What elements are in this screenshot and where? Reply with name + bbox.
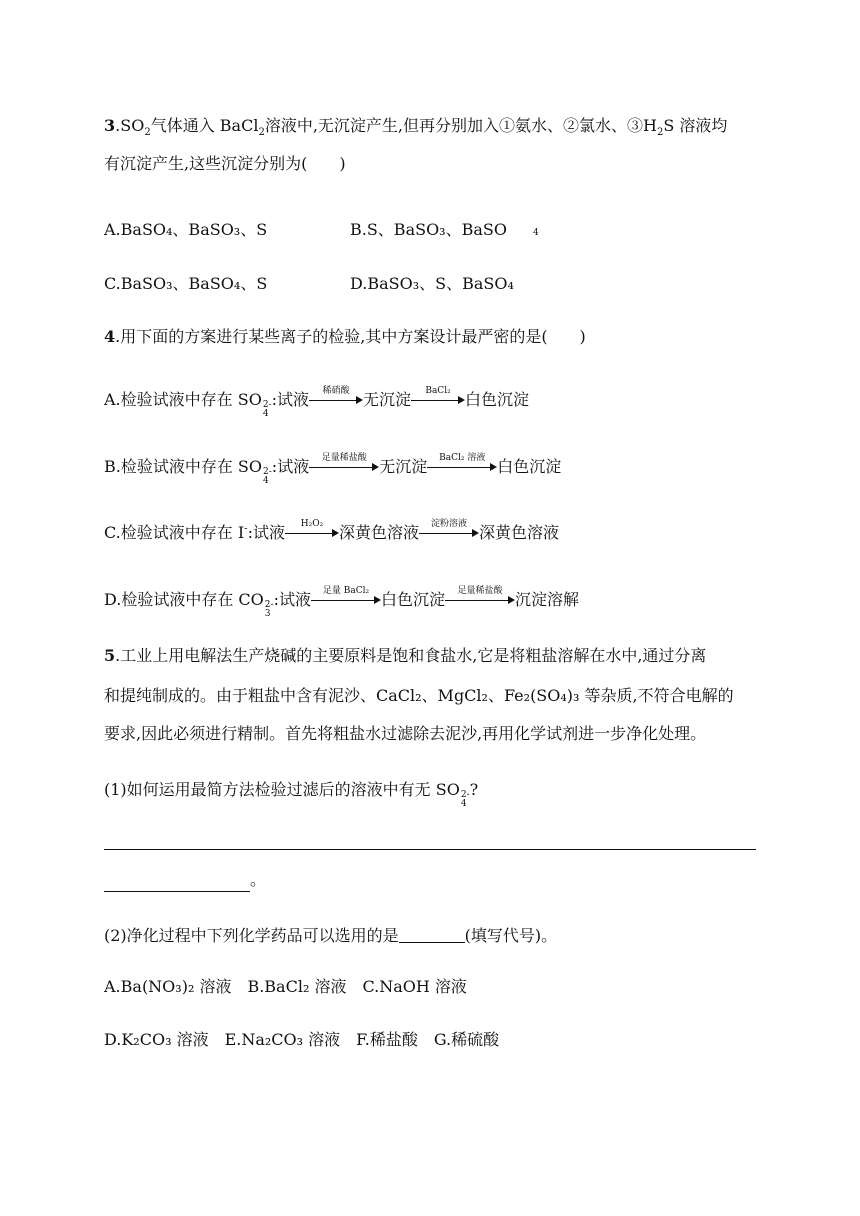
- reaction-arrow: 足量稀盐酸: [309, 456, 379, 474]
- q5-subquestion-2: (2)净化过程中下列化学药品可以选用的是 (填写代号)。: [104, 926, 558, 945]
- answer-line[interactable]: [104, 849, 756, 850]
- q3-option-a: A.BaSO₄、BaSO₃、S: [104, 220, 268, 239]
- answer-line-end: 。: [104, 869, 266, 892]
- q5-line3: 要求,因此必须进行精制。首先将粗盐水过滤除去泥沙,再用化学试剂进一步净化处理。: [104, 724, 707, 743]
- q3-option-c: C.BaSO₃、BaSO₄、S: [104, 274, 268, 293]
- q4-number: 4: [104, 327, 116, 346]
- q4-stem: 4.用下面的方案进行某些离子的检验,其中方案设计最严密的是( ): [104, 327, 586, 346]
- answer-blank[interactable]: [104, 869, 250, 892]
- q5-subquestion-1: (1)如何运用最简方法检验过滤后的溶液中有无 SO 2- 4 ?: [104, 780, 479, 809]
- q5-options-line1: A.Ba(NO₃)₂ 溶液 B.BaCl₂ 溶液 C.NaOH 溶液: [104, 977, 467, 996]
- q5-line2: 和提纯制成的。由于粗盐中含有泥沙、CaCl₂、MgCl₂、Fe₂(SO₄)₃ 等杂质,不符合电解的: [104, 686, 734, 705]
- reaction-arrow: 足量稀盐酸: [445, 589, 515, 607]
- q4-option-a: A.检验试液中存在 SO 2- 4 :试液 稀硝酸 无沉淀 BaCl₂ 白色沉淀: [104, 386, 530, 419]
- q4-option-b: B.检验试液中存在 SO 2- 4 :试液 足量稀盐酸 无沉淀 BaCl₂ 溶液 白色沉淀: [104, 453, 562, 486]
- reaction-arrow: 足量 BaCl₂: [311, 589, 381, 607]
- q5-line1: 5.工业上用电解法生产烧碱的主要原料是饱和食盐水,它是将粗盐溶解在水中,通过分离: [104, 646, 707, 665]
- q3-option-b: B.S、BaSO₃、BaSO 4: [350, 220, 539, 239]
- q4-option-c: C.检验试液中存在 I-:试液 H₂O₂ 深黄色溶液 淀粉溶液 深黄色溶液: [104, 519, 559, 542]
- q5-options-line2: D.K₂CO₃ 溶液 E.Na₂CO₃ 溶液 F.稀盐酸 G.稀硫酸: [104, 1030, 500, 1049]
- reaction-arrow: 稀硝酸: [309, 389, 363, 407]
- reaction-arrow: BaCl₂ 溶液: [427, 456, 497, 474]
- q4-option-d: D.检验试液中存在 CO 2- 3 :试液 足量 BaCl₂ 白色沉淀 足量稀盐酸 沉淀溶解: [104, 586, 580, 619]
- reaction-arrow: H₂O₂: [285, 522, 339, 540]
- reaction-arrow: BaCl₂: [411, 389, 465, 407]
- q3-number: 3: [104, 116, 116, 135]
- q3-line1: $3.SO_2$气体通入 BaCl$_2$溶液中,无沉淀产生,但再分别加入①氨水、②氯水、$③H_2S$ 溶液均: [104, 116, 728, 139]
- answer-blank[interactable]: [399, 928, 465, 943]
- q3-option-d: D.BaSO₃、S、BaSO₄: [350, 274, 514, 293]
- reaction-arrow: 淀粉溶液: [419, 522, 479, 540]
- q5-number: 5: [104, 646, 116, 665]
- q3-line2: 有沉淀产生,这些沉淀分别为( ): [104, 154, 346, 173]
